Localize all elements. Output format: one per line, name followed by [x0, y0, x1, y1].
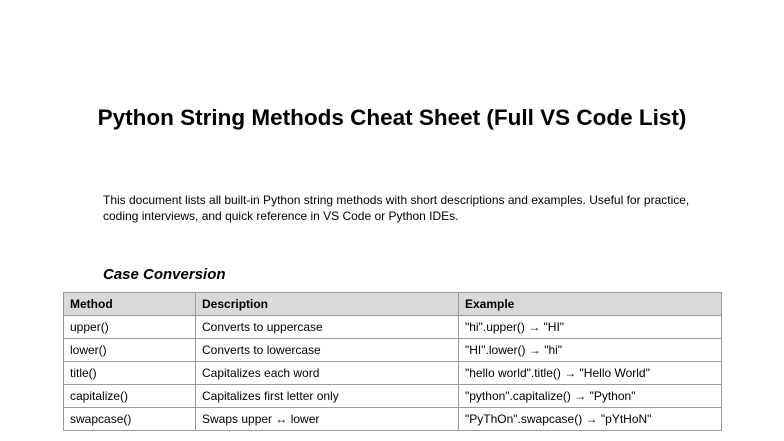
- method-cell: upper(): [64, 316, 196, 339]
- example-cell: "PyThOn".swapcase() → "pYtHoN": [459, 408, 722, 431]
- method-cell: lower(): [64, 339, 196, 362]
- example-cell: "hello world".title() → "Hello World": [459, 362, 722, 385]
- table-row: [64, 408, 722, 431]
- table-row: [64, 385, 722, 408]
- example-cell: "hi".upper() → "HI": [459, 316, 722, 339]
- intro-paragraph: This document lists all built-in Python string methods with short descriptions and examples. Useful for practice, coding interviews, and quick reference in VS Code or Python IDEs.: [103, 193, 690, 223]
- table-row: [64, 339, 722, 362]
- header-method: Method: [64, 293, 196, 316]
- table-header-row: [64, 293, 722, 316]
- method-cell: swapcase(): [64, 408, 196, 431]
- page-title: Python String Methods Cheat Sheet (Full VS Code List): [97, 105, 687, 130]
- method-cell: capitalize(): [64, 385, 196, 408]
- table-row: [64, 316, 722, 339]
- description-cell: Capitalizes each word: [196, 362, 459, 385]
- section-heading: Case Conversion: [103, 266, 226, 283]
- description-cell: Converts to uppercase: [196, 316, 459, 339]
- description-cell: Capitalizes first letter only: [196, 385, 459, 408]
- method-cell: title(): [64, 362, 196, 385]
- example-cell: "HI".lower() → "hi": [459, 339, 722, 362]
- table-row: [64, 362, 722, 385]
- header-description: Description: [196, 293, 459, 316]
- methods-table: [63, 292, 722, 431]
- description-cell: Swaps upper ↔ lower: [196, 408, 459, 431]
- header-example: Example: [459, 293, 722, 316]
- description-cell: Converts to lowercase: [196, 339, 459, 362]
- example-cell: "python".capitalize() → "Python": [459, 385, 722, 408]
